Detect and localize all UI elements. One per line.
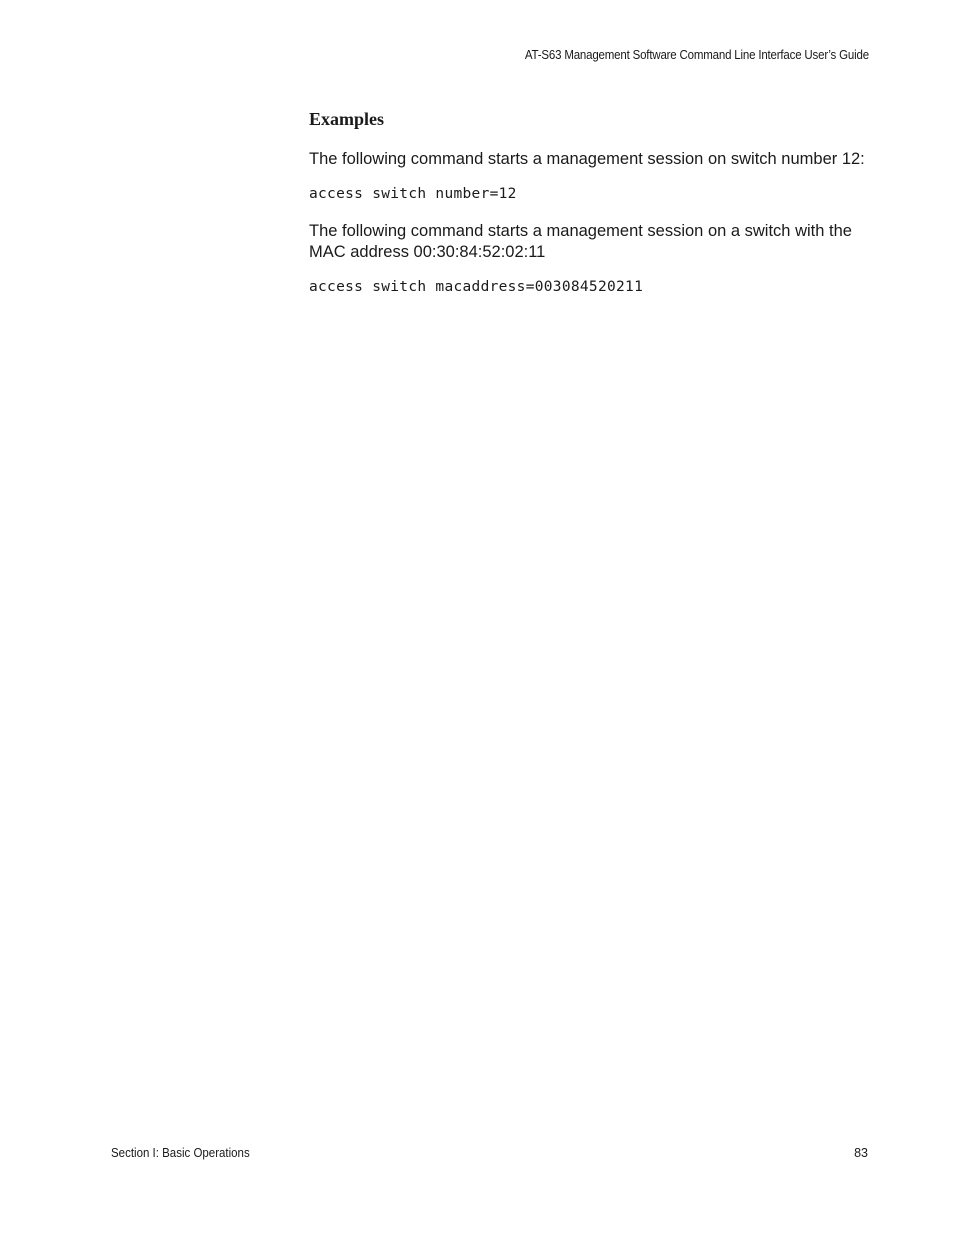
example-description-2: The following command starts a management session on a switch with the MAC address 00:30:84:52:02:11 xyxy=(309,222,852,261)
code-example-1: access switch number=12 xyxy=(309,186,517,202)
footer-page-number: 83 xyxy=(854,1146,868,1160)
running-header-title: AT-S63 Management Software Command Line Interface User’s Guide xyxy=(525,48,869,62)
example-description-1: The following command starts a management session on switch number 12: xyxy=(309,150,865,168)
footer-section-label: Section I: Basic Operations xyxy=(111,1146,250,1160)
page-content xyxy=(309,107,879,314)
section-heading: Examples xyxy=(309,109,385,129)
code-example-2: access switch macaddress=003084520211 xyxy=(309,279,644,295)
